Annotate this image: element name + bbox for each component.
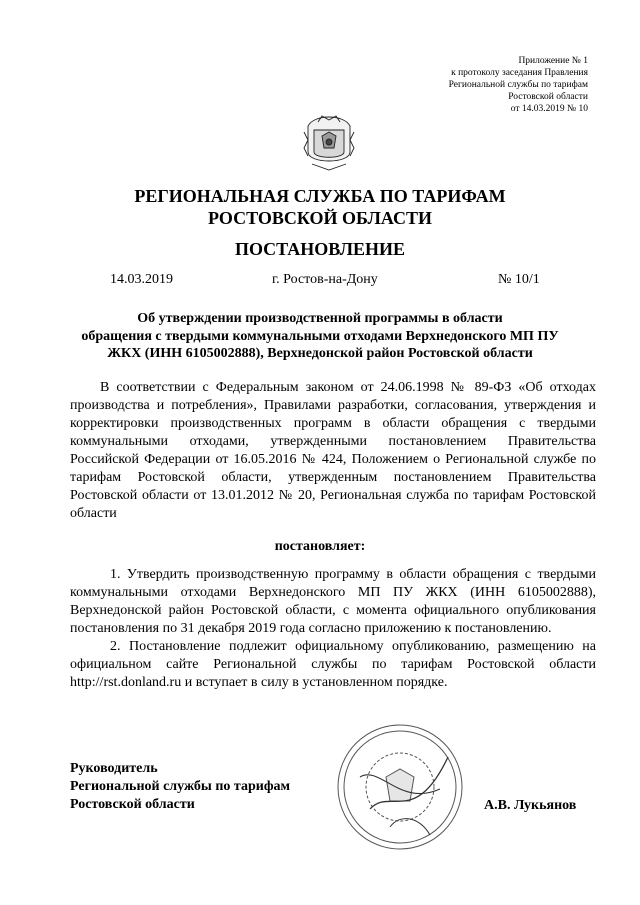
document-type: ПОСТАНОВЛЕНИЕ	[234, 239, 406, 259]
resolution-items	[70, 566, 596, 692]
signer-title-line: Руководитель	[70, 761, 158, 776]
attachment-note	[328, 55, 588, 115]
preamble-paragraph: В соответствии с Федеральным законом от 24.06.1998 № 89-ФЗ «Об отходах производства и потребления», Правилами разработки, согласования, утверждения и корректировки производственных программ в области обращения с твердыми коммунальными отходами, утвержденными постановлением Правительства Российской Федерации от 16.05.2016 № 424, Положением о Региональной службе по тарифам Ростовской области, утвержденным постановлением Правительства Ростовской области от 13.01.2012 № 20, Региональная служба по тарифам Ростовской области	[70, 380, 596, 521]
signer-title-line: Ростовской области	[70, 797, 195, 812]
document-date: 14.03.2019	[110, 272, 173, 287]
organization-title	[0, 185, 640, 229]
signature-block	[70, 760, 290, 814]
attachment-line: к протоколу заседания Правления	[451, 68, 588, 78]
attachment-line: Приложение № 1	[518, 56, 588, 66]
resolution-item: 2. Постановление подлежит официальному опубликованию, размещению на официальном сайте Региональной службы по тарифам Ростовской области http://rst.donland.ru и вступает в силу в установленном порядке.	[70, 639, 596, 690]
signer-name: А.В. Лукьянов	[484, 798, 577, 813]
attachment-line: от 14.03.2019 № 10	[510, 104, 588, 114]
attachment-line: Региональной службы по тарифам	[448, 80, 588, 90]
signer-title-line: Региональной службы по тарифам	[70, 779, 291, 794]
document-number: № 10/1	[498, 272, 540, 287]
resolves-heading: постановляет:	[274, 539, 366, 554]
subject-line: ЖКХ (ИНН 6105002888), Верхнедонской район Ростовской области	[107, 346, 533, 361]
document-subject	[40, 310, 600, 363]
official-seal-icon	[330, 717, 470, 857]
coat-of-arms-icon	[300, 112, 358, 174]
org-title-line: РЕГИОНАЛЬНАЯ СЛУЖБА ПО ТАРИФАМ	[134, 186, 506, 206]
subject-line: обращения с твердыми коммунальными отходами Верхнедонского МП ПУ	[81, 328, 559, 344]
attachment-line: Ростовской области	[508, 92, 588, 102]
document-city: г. Ростов-на-Дону	[272, 272, 378, 287]
subject-line: Об утверждении производственной программы в области	[137, 311, 503, 326]
resolution-item: 1. Утвердить производственную программу в области обращения с твердыми коммунальными отходами Верхнедонского МП ПУ ЖКХ (ИНН 6105002888), Верхнедонской район Ростовской области, с момента официального опубликования постановления по 31 декабря 2019 года согласно приложению к постановлению.	[70, 567, 596, 636]
org-title-line: РОСТОВСКОЙ ОБЛАСТИ	[208, 208, 432, 228]
